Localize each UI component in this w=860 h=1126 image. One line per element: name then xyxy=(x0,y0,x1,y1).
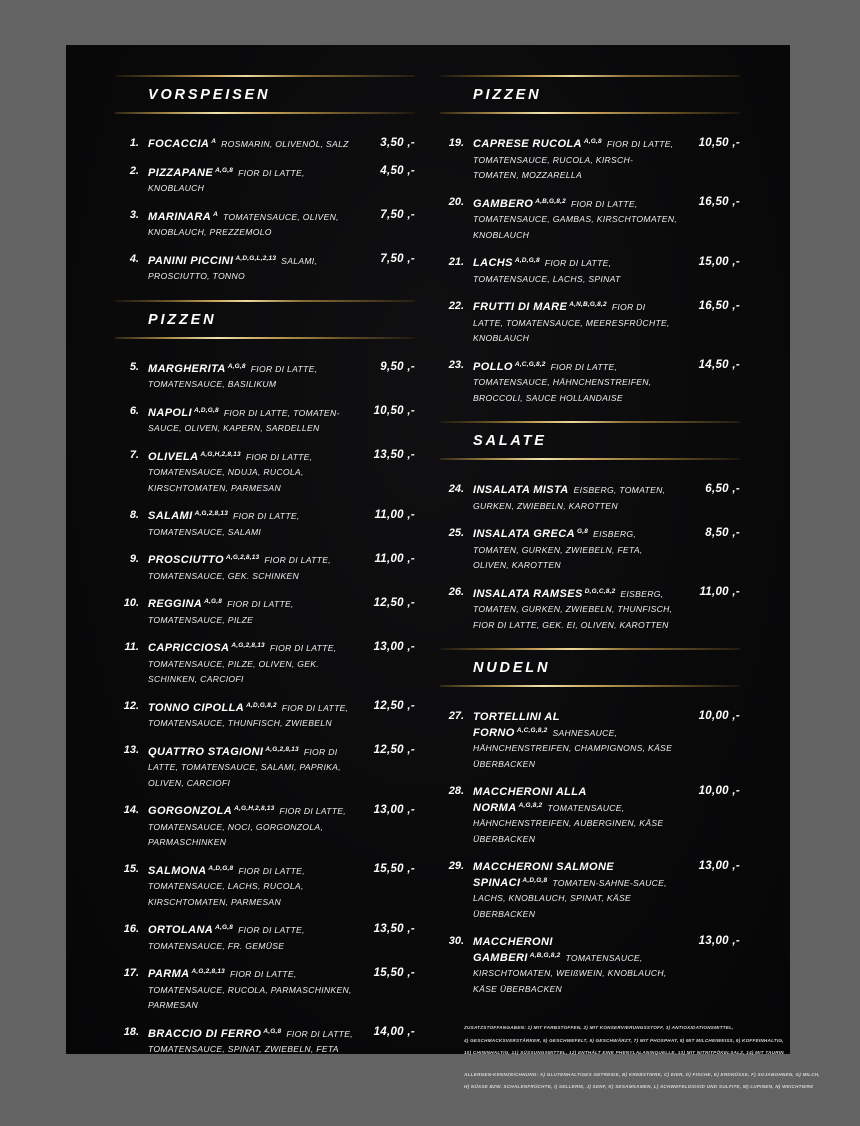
item-allergen-codes: A,D,G,8 xyxy=(208,864,234,872)
item-name: PANINI PICCINI xyxy=(148,254,234,267)
item-description: FIOR DI LATTE, TOMATENSAUCE, PILZE, OLIVEN, GEK. SCHINKEN, CARCIOFI xyxy=(148,643,337,684)
item-text xyxy=(148,744,353,791)
item-description: FIOR DI LATTE, TOMATENSAUCE, GAMBAS, KIRSCHTOMATEN, KNOBLAUCH xyxy=(473,198,678,240)
item-name: INSALATA RAMSES xyxy=(473,587,583,600)
item-allergen-codes: A,G,8,2 xyxy=(518,801,543,809)
section-salate xyxy=(440,421,740,632)
item-name: FRUTTI DI MARE xyxy=(473,301,568,313)
menu-item xyxy=(115,640,415,687)
item-name: TORTELLINI AL FORNO xyxy=(473,711,560,739)
item-number: 11. xyxy=(124,640,139,653)
menu-item xyxy=(440,196,740,243)
item-name: PIZZAPANE xyxy=(148,166,214,179)
menu-item xyxy=(440,586,740,633)
item-number: 15. xyxy=(123,863,139,875)
item-allergen-codes: A,G,2,8,13 xyxy=(231,642,265,649)
section-pizzen-right xyxy=(440,75,740,405)
item-allergen-codes: A,B,G,8,2 xyxy=(535,197,566,205)
item-allergen-codes: A,G,8 xyxy=(263,1027,282,1035)
item-allergen-codes: D,G,C,8,2 xyxy=(584,587,616,595)
item-number: 21. xyxy=(448,255,464,268)
item-name: MACCHERONI GAMBERI xyxy=(473,936,553,964)
item-allergen-codes: A,G,8 xyxy=(215,166,234,174)
item-price: 13,50 ,- xyxy=(373,922,415,935)
additives-note-line: 10) CHININHALTIG, 11) SÜSSUNGSMITTEL, 12) ENTHÄLT EINE PHENYLALANINQUELLE, 13) MIT NITRITPÖKELSALZ, 14) MIT TAURIN xyxy=(464,1050,784,1055)
item-text xyxy=(148,449,353,496)
item-number: 6. xyxy=(129,405,139,417)
section-title: VORSPEISEN xyxy=(148,87,271,103)
item-price: 10,50 ,- xyxy=(373,405,415,417)
section-items xyxy=(440,114,740,405)
menu-item xyxy=(115,508,415,539)
section-items xyxy=(115,339,415,1057)
menu-item xyxy=(115,136,415,152)
item-allergen-codes: A,G,8 xyxy=(583,138,602,145)
item-name: INSALATA MISTA xyxy=(473,484,569,496)
menu-item xyxy=(115,803,415,850)
item-price: 14,00 ,- xyxy=(373,1026,415,1038)
additives-note xyxy=(464,1022,784,1060)
item-text xyxy=(148,700,353,731)
item-price: 13,00 ,- xyxy=(373,803,415,816)
item-number: 9. xyxy=(129,552,139,565)
item-price: 13,00 ,- xyxy=(698,934,740,947)
item-text xyxy=(148,1026,353,1057)
item-text xyxy=(473,586,678,633)
allergens-note-line: ALLERGEN-KENNZEICHNUNG: A) GLUTENHALTIGES GETREIDE, B) KREBSTIERE, C) EIER, D) FISCHE, E) ERDNÜSSE, F) SOJABOHNEN, G) MILCH, xyxy=(464,1071,820,1077)
item-description: FIOR DI LATTE, TOMATENSAUCE, NDUJA, RUCOLA, KIRSCHTOMATEN, PARMESAN xyxy=(148,451,313,493)
menu-item xyxy=(115,361,415,392)
item-price: 6,50 ,- xyxy=(705,482,740,495)
item-allergen-codes: A,G,H,2,8,13 xyxy=(234,805,275,812)
item-price: 13,00 ,- xyxy=(373,640,415,653)
menu-item xyxy=(115,744,415,791)
section-title: SALATE xyxy=(473,433,547,449)
section-items xyxy=(440,687,740,996)
item-number: 12. xyxy=(123,700,139,712)
item-price: 14,50 ,- xyxy=(698,359,740,371)
item-text xyxy=(148,596,353,627)
item-text xyxy=(148,640,353,687)
section-title: PIZZEN xyxy=(473,87,542,103)
item-price: 15,00 ,- xyxy=(698,255,740,268)
item-price: 11,00 ,- xyxy=(374,552,415,565)
menu-item xyxy=(440,934,740,996)
item-allergen-codes: A,N,B,G,8,2 xyxy=(569,301,607,308)
item-description: FIOR DI LATTE, TOMATENSAUCE, SPINAT, ZWIEBELN, FETA xyxy=(148,1028,353,1054)
item-text xyxy=(148,405,353,436)
allergens-note xyxy=(464,1069,820,1094)
item-description: FIOR DI LATTE, TOMATENSAUCE, MEERESFRÜCHTE, KNOBLAUCH xyxy=(473,302,670,343)
item-price: 12,50 ,- xyxy=(373,700,415,712)
item-price: 4,50 ,- xyxy=(380,165,415,177)
item-price: 15,50 ,- xyxy=(373,966,415,979)
section-title: NUDELN xyxy=(473,660,551,676)
allergens-note-line: H) NÜSSE BZW. SCHALENFRÜCHTE, I) SELLERIE, J) SENF, K) SESAMSAMEN, L) SCHWEFELDIOXID UND SULFITE, M) LUPINEN, N) WEICHTIERE xyxy=(464,1084,814,1089)
item-description: FIOR DI LATTE, TOMATENSAUCE, SALAMI, PAPRIKA, OLIVEN, CARCIOFI xyxy=(148,746,341,788)
item-description: FIOR DI LATTE, TOMATENSAUCE, BASILIKUM xyxy=(148,363,318,389)
item-text xyxy=(473,482,678,513)
item-number: 17. xyxy=(123,966,139,979)
section-items xyxy=(115,114,415,284)
item-description: TOMATENSAUCE, HÄHNCHENSTREIFEN, AUBERGINEN, KÄSE ÜBERBACKEN xyxy=(473,802,664,844)
item-text xyxy=(473,196,678,243)
item-price: 7,50 ,- xyxy=(380,209,415,221)
item-text xyxy=(148,552,353,583)
item-name: NAPOLI xyxy=(148,406,192,419)
menu-item xyxy=(115,700,415,731)
item-description: TOMATENSAUCE, KIRSCHTOMATEN, WEIßWEIN, KNOBLAUCH, KÄSE ÜBERBACKEN xyxy=(473,952,667,994)
item-text xyxy=(473,526,678,573)
item-price: 13,50 ,- xyxy=(373,449,415,461)
menu-item xyxy=(440,255,740,286)
menu-item xyxy=(115,253,415,284)
item-number: 4. xyxy=(129,253,139,265)
item-price: 11,00 ,- xyxy=(374,508,415,521)
item-allergen-codes: A,B,G,8,2 xyxy=(529,951,561,959)
item-number: 14. xyxy=(123,803,139,816)
item-name: BRACCIO DI FERRO xyxy=(148,1027,262,1040)
section-pizzen-left xyxy=(115,300,415,1057)
item-name: FOCACCIA xyxy=(148,138,210,150)
item-text xyxy=(473,299,678,346)
item-text xyxy=(148,863,353,910)
item-allergen-codes: A,D,G,L,2,13 xyxy=(235,254,277,262)
item-price: 12,50 ,- xyxy=(373,744,415,756)
item-number: 13. xyxy=(123,744,139,756)
item-text xyxy=(148,803,353,850)
item-price: 11,00 ,- xyxy=(699,586,740,598)
left-column xyxy=(115,75,415,1103)
item-price: 9,50 ,- xyxy=(380,361,415,373)
menu-item xyxy=(440,784,740,846)
item-number: 3. xyxy=(129,209,139,221)
item-description: FIOR DI LATTE, TOMATENSAUCE, HÄHNCHENSTREIFEN, BROCCOLI, SAUCE HOLLANDAISE xyxy=(473,361,652,403)
item-description: FIOR DI LATTE, TOMATENSAUCE, RUCOLA, PARMASCHINKEN, PARMESAN xyxy=(148,969,352,1010)
additives-note-line: 4) GESCHMACKSVERSTÄRKER, 5) GESCHWEFELT, 6) GESCHWÄRZT, 7) MIT PHOSPHAT, 8) MIT MILCHEIWEISS, 9) KOFFEINHALTIG, xyxy=(464,1037,784,1043)
item-text xyxy=(148,966,353,1013)
item-name: LACHS xyxy=(473,257,513,269)
item-price: 10,00 ,- xyxy=(698,709,740,722)
menu-item xyxy=(440,482,740,513)
item-text xyxy=(473,859,678,921)
item-allergen-codes: G,8 xyxy=(576,528,589,535)
item-name: OLIVELA xyxy=(148,450,199,463)
menu-item xyxy=(115,1026,415,1057)
item-text xyxy=(473,255,678,286)
item-description: FIOR DI LATTE, TOMATENSAUCE, RUCOLA, KIRSCH-TOMATEN, MOZZARELLA xyxy=(473,139,674,180)
menu-item xyxy=(440,299,740,346)
item-description: FIOR DI LATTE, TOMATENSAUCE, GEK. SCHINKEN xyxy=(148,555,331,581)
item-number: 5. xyxy=(129,361,139,373)
item-text xyxy=(148,165,353,196)
item-text xyxy=(473,784,678,846)
item-text xyxy=(473,136,678,183)
item-number: 20. xyxy=(448,196,464,208)
footnotes xyxy=(464,1022,820,1094)
section-vorspeisen xyxy=(115,75,415,284)
item-description: EISBERG, TOMATEN, GURKEN, ZWIEBELN, KAROTTEN xyxy=(473,485,666,511)
item-number: 1. xyxy=(129,136,139,149)
item-number: 2. xyxy=(129,165,139,177)
item-allergen-codes: A,D,G,8 xyxy=(514,257,540,264)
item-description: TOMATENSAUCE, OLIVEN, KNOBLAUCH, PREZZEMOLO xyxy=(148,211,339,237)
item-description: SAHNESAUCE, HÄHNCHENSTREIFEN, CHAMPIGNONS, KÄSE ÜBERBACKEN xyxy=(473,727,673,769)
item-text xyxy=(473,709,678,771)
menu-item xyxy=(440,709,740,771)
item-number: 10. xyxy=(123,596,139,609)
item-allergen-codes: A,G,2,8,13 xyxy=(225,554,260,561)
menu-item xyxy=(440,526,740,573)
item-allergen-codes: A,G,8 xyxy=(215,924,234,931)
menu-item xyxy=(115,966,415,1013)
item-allergen-codes: A,G,2,8,13 xyxy=(194,510,229,517)
item-number: 18. xyxy=(123,1026,139,1038)
menu-item xyxy=(115,552,415,583)
item-price: 10,00 ,- xyxy=(698,784,740,797)
menu-item xyxy=(115,449,415,496)
item-text xyxy=(148,922,353,953)
item-number: 29. xyxy=(448,859,464,872)
item-number: 28. xyxy=(448,784,464,797)
item-allergen-codes: A,G,8 xyxy=(227,362,246,370)
item-allergen-codes: A,D,G,8,2 xyxy=(246,701,277,709)
menu-page xyxy=(66,45,820,1089)
menu-item xyxy=(115,596,415,627)
item-name: SALAMI xyxy=(148,510,193,522)
item-name: CAPRICCIOSA xyxy=(148,642,230,654)
menu-columns xyxy=(66,45,820,1103)
item-name: PARMA xyxy=(148,968,190,980)
item-name: MARGHERITA xyxy=(148,362,226,375)
item-price: 12,50 ,- xyxy=(373,596,415,609)
item-number: 30. xyxy=(448,934,464,947)
item-number: 19. xyxy=(448,136,464,149)
item-price: 13,00 ,- xyxy=(698,859,740,872)
item-allergen-codes: A,G,8 xyxy=(204,598,223,605)
item-name: ORTOLANA xyxy=(148,924,214,936)
item-number: 7. xyxy=(129,449,139,461)
item-description: FIOR DI LATTE, TOMATENSAUCE, LACHS, SPINAT xyxy=(473,258,621,284)
item-description: EISBERG, TOMATEN, GURKEN, ZWIEBELN, THUNFISCH, FIOR DI LATTE, GEK. EI, OLIVEN, KAROTTEN xyxy=(473,588,673,630)
item-number: 25. xyxy=(448,526,464,539)
item-name: PROSCIUTTO xyxy=(148,554,224,566)
item-allergen-codes: A,G,H,2,8,13 xyxy=(200,450,241,458)
item-allergen-codes: A,D,G,8 xyxy=(193,406,219,414)
menu-item xyxy=(115,863,415,910)
item-number: 26. xyxy=(448,586,464,598)
item-name: QUATTRO STAGIONI xyxy=(148,745,264,758)
section-nudeln xyxy=(440,648,740,996)
item-text xyxy=(148,136,353,152)
item-price: 3,50 ,- xyxy=(380,136,415,149)
item-description: FIOR DI LATTE, TOMATENSAUCE, PILZE xyxy=(148,599,294,625)
item-number: 22. xyxy=(448,299,464,312)
item-text xyxy=(148,361,353,392)
item-number: 27. xyxy=(448,709,464,722)
item-allergen-codes: A,D,G,8 xyxy=(522,876,548,884)
item-name: REGGINA xyxy=(148,598,203,610)
item-allergen-codes: A,C,G,8,2 xyxy=(516,726,548,734)
menu-item xyxy=(440,359,740,406)
menu-item xyxy=(115,922,415,953)
item-name: MACCHERONI SALMONE SPINACI xyxy=(473,861,615,889)
item-text xyxy=(473,934,678,996)
item-allergen-codes: A,G,2,8,13 xyxy=(191,968,225,975)
item-name: TONNO CIPOLLA xyxy=(148,701,245,714)
menu-item xyxy=(115,405,415,436)
item-description: FIOR DI LATTE, TOMATENSAUCE, SALAMI xyxy=(148,511,300,537)
item-price: 8,50 ,- xyxy=(705,526,740,539)
item-description: FIOR DI LATTE, TOMATENSAUCE, FR. GEMÜSE xyxy=(148,925,305,951)
item-text xyxy=(148,209,353,240)
menu-item xyxy=(115,209,415,240)
item-description: FIOR DI LATTE, TOMATEN-SAUCE, OLIVEN, KAPERN, SARDELLEN xyxy=(148,407,340,433)
item-number: 24. xyxy=(448,482,464,495)
item-description: FIOR DI LATTE, TOMATENSAUCE, LACHS, RUCOLA, KIRSCHTOMATEN, PARMESAN xyxy=(148,865,305,907)
item-price: 16,50 ,- xyxy=(698,196,740,208)
item-description: EISBERG, TOMATEN, GURKEN, ZWIEBELN, FETA, OLIVEN, KAROTTEN xyxy=(473,529,643,570)
item-price: 10,50 ,- xyxy=(698,136,740,149)
item-allergen-codes: A xyxy=(211,138,217,145)
item-name: POLLO xyxy=(473,360,513,373)
item-number: 8. xyxy=(129,508,139,521)
item-description: FIOR DI LATTE, KNOBLAUCH xyxy=(148,167,305,193)
menu-item xyxy=(115,165,415,196)
item-name: GAMBERO xyxy=(473,197,534,210)
item-name: MARINARA xyxy=(148,210,212,223)
item-number: 16. xyxy=(123,922,139,935)
section-items xyxy=(440,460,740,632)
item-allergen-codes: A,C,G,8,2 xyxy=(514,360,546,368)
item-name: MACCHERONI ALLA NORMA xyxy=(473,786,587,814)
item-text xyxy=(148,253,353,284)
item-name: GORGONZOLA xyxy=(148,805,233,817)
item-text xyxy=(148,508,353,539)
item-allergen-codes: A,G,2,8,13 xyxy=(265,745,299,753)
item-description: ROSMARIN, OLIVENÖL, SALZ xyxy=(221,139,349,149)
item-allergen-codes: A xyxy=(213,210,218,218)
item-name: CAPRESE RUCOLA xyxy=(473,138,582,150)
item-description: TOMATEN-SAHNE-SAUCE, LACHS, KNOBLAUCH, SPINAT, KÄSE ÜBERBACKEN xyxy=(473,877,667,919)
item-price: 7,50 ,- xyxy=(380,253,415,265)
right-column xyxy=(440,75,820,1103)
item-number: 23. xyxy=(448,359,464,371)
item-description: SALAMI, PROSCIUTTO, TONNO xyxy=(148,255,318,281)
additives-note-line: ZUSATZSTOFFANGABEN: 1) MIT FARBSTOFFEN, 2) MIT KONSERVIERUNGSSTOFF, 3) ANTIOXIDATIONSMITTEL, xyxy=(464,1025,734,1030)
item-price: 16,50 ,- xyxy=(698,299,740,312)
item-description: FIOR DI LATTE, TOMATENSAUCE, NOCI, GORGONZOLA, PARMASCHINKEN xyxy=(148,806,346,847)
menu-item xyxy=(440,859,740,921)
item-name: INSALATA GRECA xyxy=(473,528,575,540)
item-price: 15,50 ,- xyxy=(373,863,415,875)
item-description: FIOR DI LATTE, TOMATENSAUCE, THUNFISCH, ZWIEBELN xyxy=(148,702,349,728)
item-name: SALMONA xyxy=(148,864,207,877)
item-text xyxy=(473,359,678,406)
menu-item xyxy=(440,136,740,183)
section-title: PIZZEN xyxy=(148,311,217,328)
